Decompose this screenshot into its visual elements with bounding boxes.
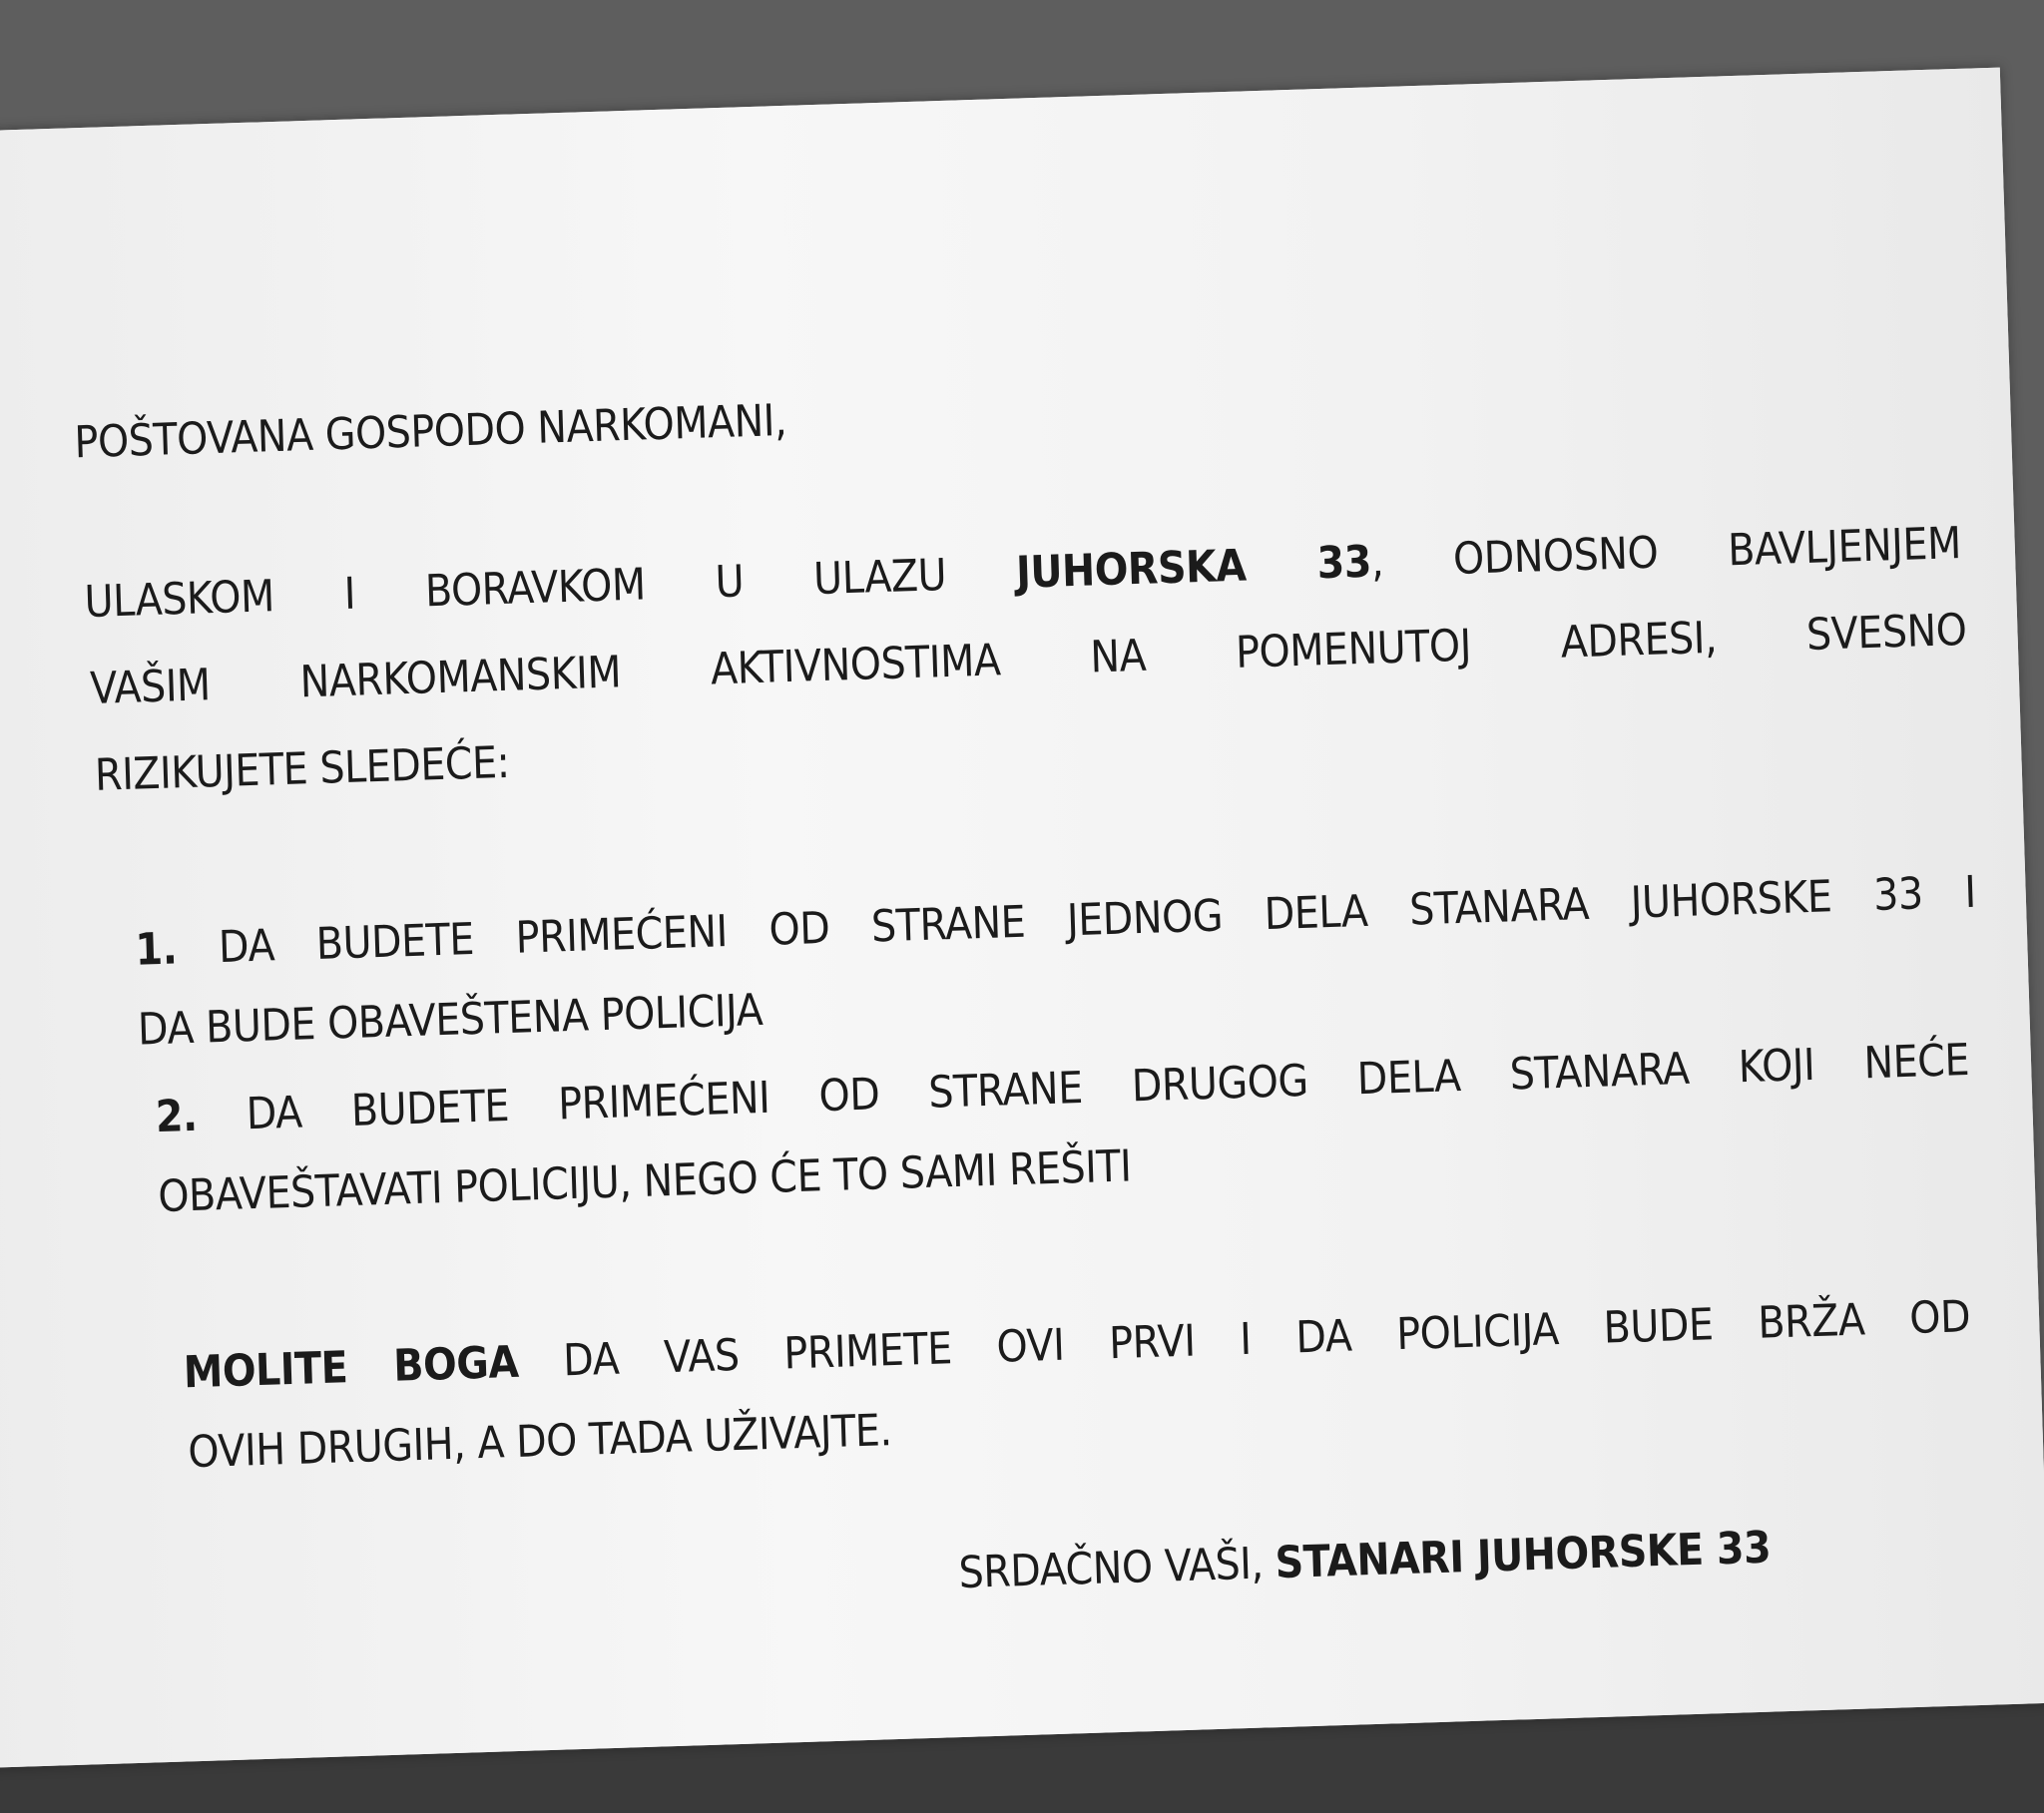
address-bold: JUHORSKA 33 (1015, 536, 1372, 599)
text: ULASKOM I BORAVKOM U ULAZU (83, 550, 947, 629)
signature-bold: STANARI JUHORSKE 33 (1274, 1522, 1772, 1589)
item-number: 1. (134, 923, 179, 976)
notice-paper (0, 68, 2044, 1769)
signature (958, 1523, 1772, 1599)
item-2-line-2: OBAVEŠTAVATI POLICIJU, NEGO ĆE TO SAMI REŠITI (157, 1140, 1133, 1223)
text: DA BUDETE PRIMEĆENI OD STRANE JEDNOG DELA STANARA JUHORSKE 33 I (218, 866, 1977, 974)
item-1-line-1 (135, 867, 1977, 976)
paragraph-line-1 (84, 518, 1962, 628)
item-1-line-2: DA BUDE OBAVEŠTENA POLICIJA (137, 984, 765, 1056)
signature-prefix: SRDAČNO VAŠI, (957, 1538, 1277, 1599)
text: , ODNOSNO BAVLJENJEM (1370, 518, 1962, 588)
paragraph-line-3: RIZIKUJETE SLEDEĆE: (94, 736, 511, 801)
greeting: POŠTOVANA GOSPODO NARKOMANI, (73, 394, 787, 469)
closing-line-2: OVIH DRUGIH, A DO TADA UŽIVAJTE. (187, 1405, 893, 1479)
text: DA BUDETE PRIMEĆENI OD STRANE DRUGOG DELA STANARA KOJI NEĆE (245, 1035, 1970, 1140)
closing-line-1 (183, 1291, 1971, 1398)
item-number: 2. (155, 1090, 199, 1143)
closing-bold: MOLITE BOGA (183, 1336, 520, 1399)
text: DA VAS PRIMETE OVI PRVI I DA POLICIJA BUDE BRŽA OD (517, 1291, 1971, 1388)
item-2-line-1 (155, 1035, 1970, 1142)
paragraph-line-2: VAŠIM NARKOMANSKIM AKTIVNOSTIMA NA POMENUTOJ ADRESI, SVESNO (89, 604, 1968, 714)
